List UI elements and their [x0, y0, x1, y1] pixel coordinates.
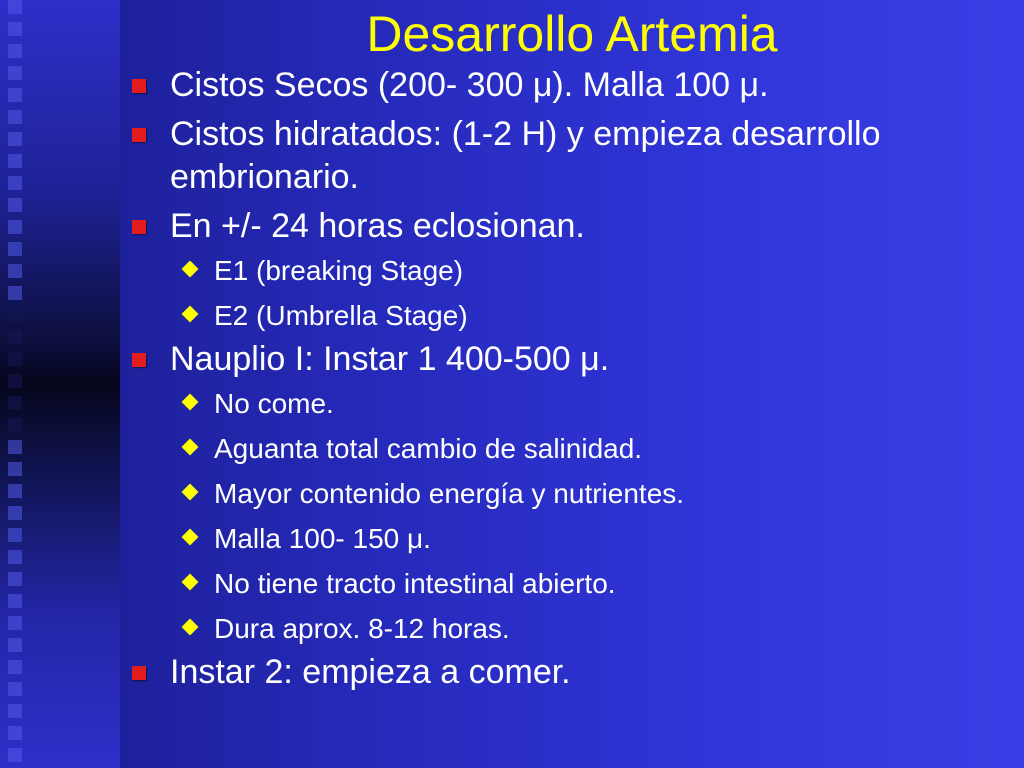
- decorative-square: [8, 418, 22, 432]
- sub-bullet-text: Malla 100- 150 μ.: [214, 523, 431, 554]
- sub-bullet-text: No come.: [214, 388, 334, 419]
- left-decorative-squares: [8, 0, 26, 768]
- decorative-square: [8, 110, 22, 124]
- bullet-list: [132, 64, 1002, 694]
- decorative-square: [8, 748, 22, 762]
- decorative-square: [8, 242, 22, 256]
- decorative-square: [8, 22, 22, 36]
- decorative-square: [8, 594, 22, 608]
- decorative-square: [8, 154, 22, 168]
- diamond-bullet-icon: [182, 306, 199, 323]
- decorative-square: [8, 66, 22, 80]
- slide-body: [132, 64, 1002, 694]
- sub-bullet-item: [132, 293, 1002, 338]
- decorative-square: [8, 330, 22, 344]
- sub-bullet-text: Dura aprox. 8-12 horas.: [214, 613, 510, 644]
- sub-bullet-text: E2 (Umbrella Stage): [214, 300, 468, 331]
- square-bullet-icon: [132, 666, 146, 680]
- square-bullet-icon: [132, 128, 146, 142]
- bullet-item: [132, 205, 1002, 248]
- decorative-square: [8, 506, 22, 520]
- decorative-square: [8, 484, 22, 498]
- sub-bullet-text: Aguanta total cambio de salinidad.: [214, 433, 643, 464]
- decorative-square: [8, 550, 22, 564]
- square-bullet-icon: [132, 353, 146, 367]
- decorative-square: [8, 638, 22, 652]
- decorative-square: [8, 176, 22, 190]
- bullet-text: Instar 2: empieza a comer.: [170, 653, 571, 691]
- sub-bullet-item: [132, 471, 1002, 516]
- decorative-square: [8, 0, 22, 14]
- bullet-item: [132, 64, 1002, 107]
- sub-bullet-item: [132, 561, 1002, 606]
- decorative-square: [8, 660, 22, 674]
- decorative-square: [8, 616, 22, 630]
- square-bullet-icon: [132, 79, 146, 93]
- diamond-bullet-icon: [182, 529, 199, 546]
- decorative-square: [8, 198, 22, 212]
- decorative-square: [8, 374, 22, 388]
- sub-bullet-text: E1 (breaking Stage): [214, 255, 464, 286]
- bullet-item: [132, 651, 1002, 694]
- bullet-item: [132, 113, 1002, 199]
- diamond-bullet-icon: [182, 574, 199, 591]
- slide-title: Desarrollo Artemia: [366, 6, 778, 62]
- decorative-square: [8, 440, 22, 454]
- bullet-text: Nauplio I: Instar 1 400-500 μ.: [170, 340, 610, 378]
- diamond-bullet-icon: [182, 484, 199, 501]
- decorative-square: [8, 132, 22, 146]
- decorative-square: [8, 88, 22, 102]
- decorative-square: [8, 44, 22, 58]
- sub-bullet-item: [132, 248, 1002, 293]
- decorative-square: [8, 726, 22, 740]
- decorative-square: [8, 308, 22, 322]
- diamond-bullet-icon: [182, 394, 199, 411]
- decorative-square: [8, 572, 22, 586]
- decorative-square: [8, 704, 22, 718]
- decorative-square: [8, 462, 22, 476]
- sub-bullet-item: [132, 381, 1002, 426]
- sub-bullet-item: [132, 606, 1002, 651]
- diamond-bullet-icon: [182, 619, 199, 636]
- decorative-square: [8, 264, 22, 278]
- sub-bullet-item: [132, 516, 1002, 561]
- decorative-square: [8, 220, 22, 234]
- decorative-square: [8, 528, 22, 542]
- bullet-text: Cistos hidratados: (1-2 H) y empieza desarrollo embrionario.: [170, 115, 881, 196]
- diamond-bullet-icon: [182, 261, 199, 278]
- decorative-square: [8, 682, 22, 696]
- bullet-text: En +/- 24 horas eclosionan.: [170, 207, 585, 245]
- decorative-square: [8, 352, 22, 366]
- diamond-bullet-icon: [182, 439, 199, 456]
- bullet-item: [132, 338, 1002, 381]
- sub-bullet-text: No tiene tracto intestinal abierto.: [214, 568, 616, 599]
- square-bullet-icon: [132, 220, 146, 234]
- sub-bullet-item: [132, 426, 1002, 471]
- decorative-square: [8, 286, 22, 300]
- bullet-text: Cistos Secos (200- 300 μ). Malla 100 μ.: [170, 66, 769, 104]
- decorative-square: [8, 396, 22, 410]
- sub-bullet-text: Mayor contenido energía y nutrientes.: [214, 478, 685, 509]
